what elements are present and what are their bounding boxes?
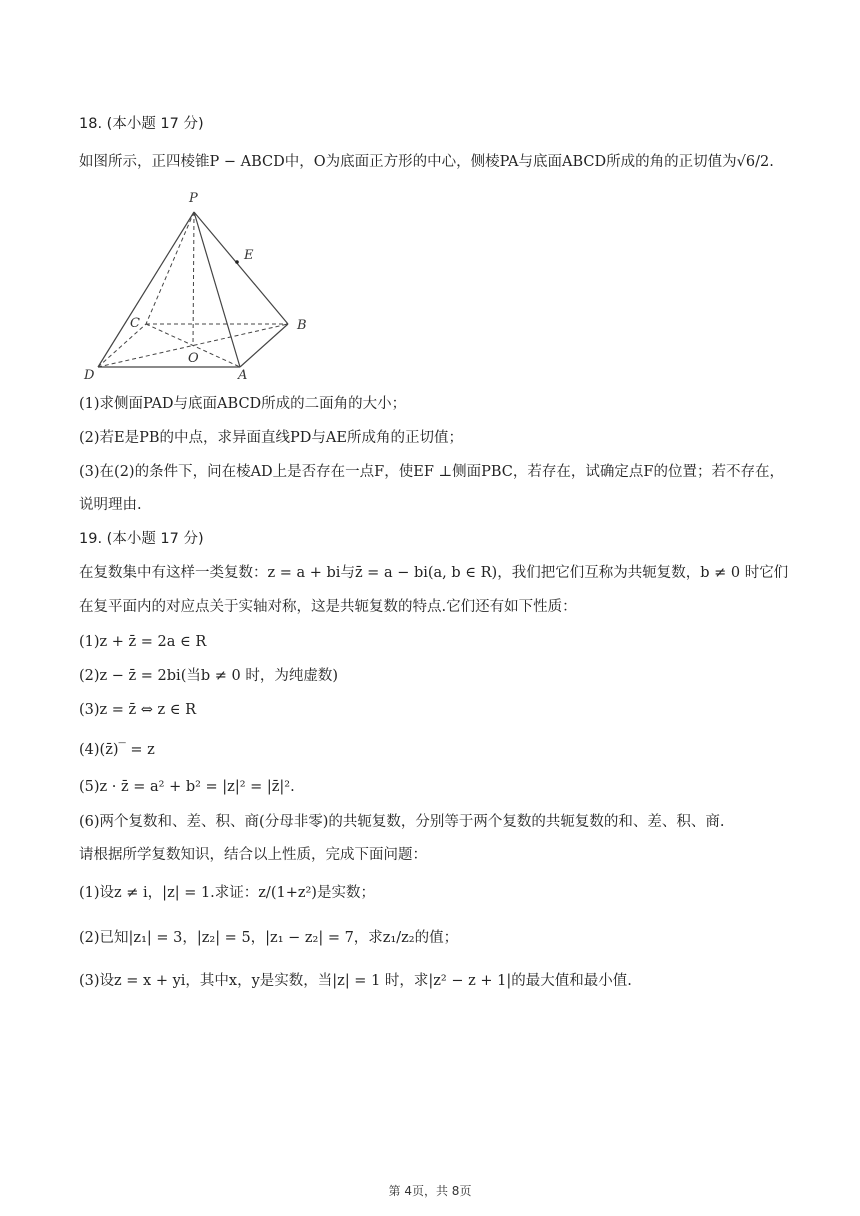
- q19-prop1: (1)z + z̄ = 2a ∈ R: [79, 634, 207, 650]
- q19-prop3: (3)z = z̄ ⇔ z ∈ R: [79, 702, 197, 718]
- q19-prop5: (5)z · z̄ = a² + b² = |z|² = |z̄|².: [79, 779, 295, 795]
- q19-header: 19. (本小题 17 分): [79, 531, 204, 547]
- q19-intro-line2: 在复平面内的对应点关于实轴对称，这是共轭复数的特点.它们还有如下性质：: [79, 599, 577, 615]
- q19-task1: (1)设z ≠ i，|z| = 1.求证：z/(1+z²)是实数；: [79, 885, 375, 901]
- q18-part2: (2)若E是PB的中点，求异面直线PD与AE所成角的正切值；: [79, 430, 463, 446]
- q19-instruction: 请根据所学复数知识，结合以上性质，完成下面问题：: [79, 847, 427, 863]
- q18-header: 18. (本小题 17 分): [79, 116, 204, 132]
- label-O: O: [188, 351, 199, 366]
- label-A: A: [238, 368, 248, 382]
- q18-intro: 如图所示，正四棱锥P − ABCD中，O为底面正方形的中心，侧棱PA与底面ABCD所成的角的正切值为√6/2.: [79, 154, 774, 170]
- q19-intro-line1: 在复数集中有这样一类复数：z = a + bi与z̄ = a − bi(a, b ∈ R)，我们把它们互称为共轭复数，b ≠ 0 时它们: [79, 565, 789, 581]
- pyramid-diagram: [78, 182, 318, 382]
- q18-part3-line1: (3)在(2)的条件下，问在棱AD上是否存在一点F，使EF ⊥侧面PBC，若存在，试确定点F的位置；若不存在，: [79, 464, 784, 480]
- q18-part3-line2: 说明理由.: [79, 497, 142, 513]
- label-P: P: [189, 191, 198, 206]
- label-C: C: [130, 316, 140, 331]
- label-D: D: [84, 368, 95, 382]
- q19-prop6: (6)两个复数和、差、积、商(分母非零)的共轭复数，分别等于两个复数的共轭复数的和、差、积、商.: [79, 814, 725, 830]
- q18-part1: (1)求侧面PAD与底面ABCD所成的二面角的大小；: [79, 396, 407, 412]
- q19-task2: (2)已知|z₁| = 3，|z₂| = 5，|z₁ − z₂| = 7，求z₁/z₂的值；: [79, 930, 459, 946]
- page-footer: 第 4页，共 8页: [388, 1184, 472, 1198]
- q19-prop2: (2)z − z̄ = 2bi(当b ≠ 0 时，为纯虚数): [79, 668, 338, 684]
- label-E: E: [244, 248, 254, 263]
- q19-task3: (3)设z = x + yi，其中x，y是实数，当|z| = 1 时，求|z² − z + 1|的最大值和最小值.: [79, 973, 632, 989]
- pyramid-figure: [78, 182, 318, 382]
- q19-prop4: (4)(z̄)‾ = z: [79, 742, 155, 758]
- label-B: B: [297, 318, 307, 333]
